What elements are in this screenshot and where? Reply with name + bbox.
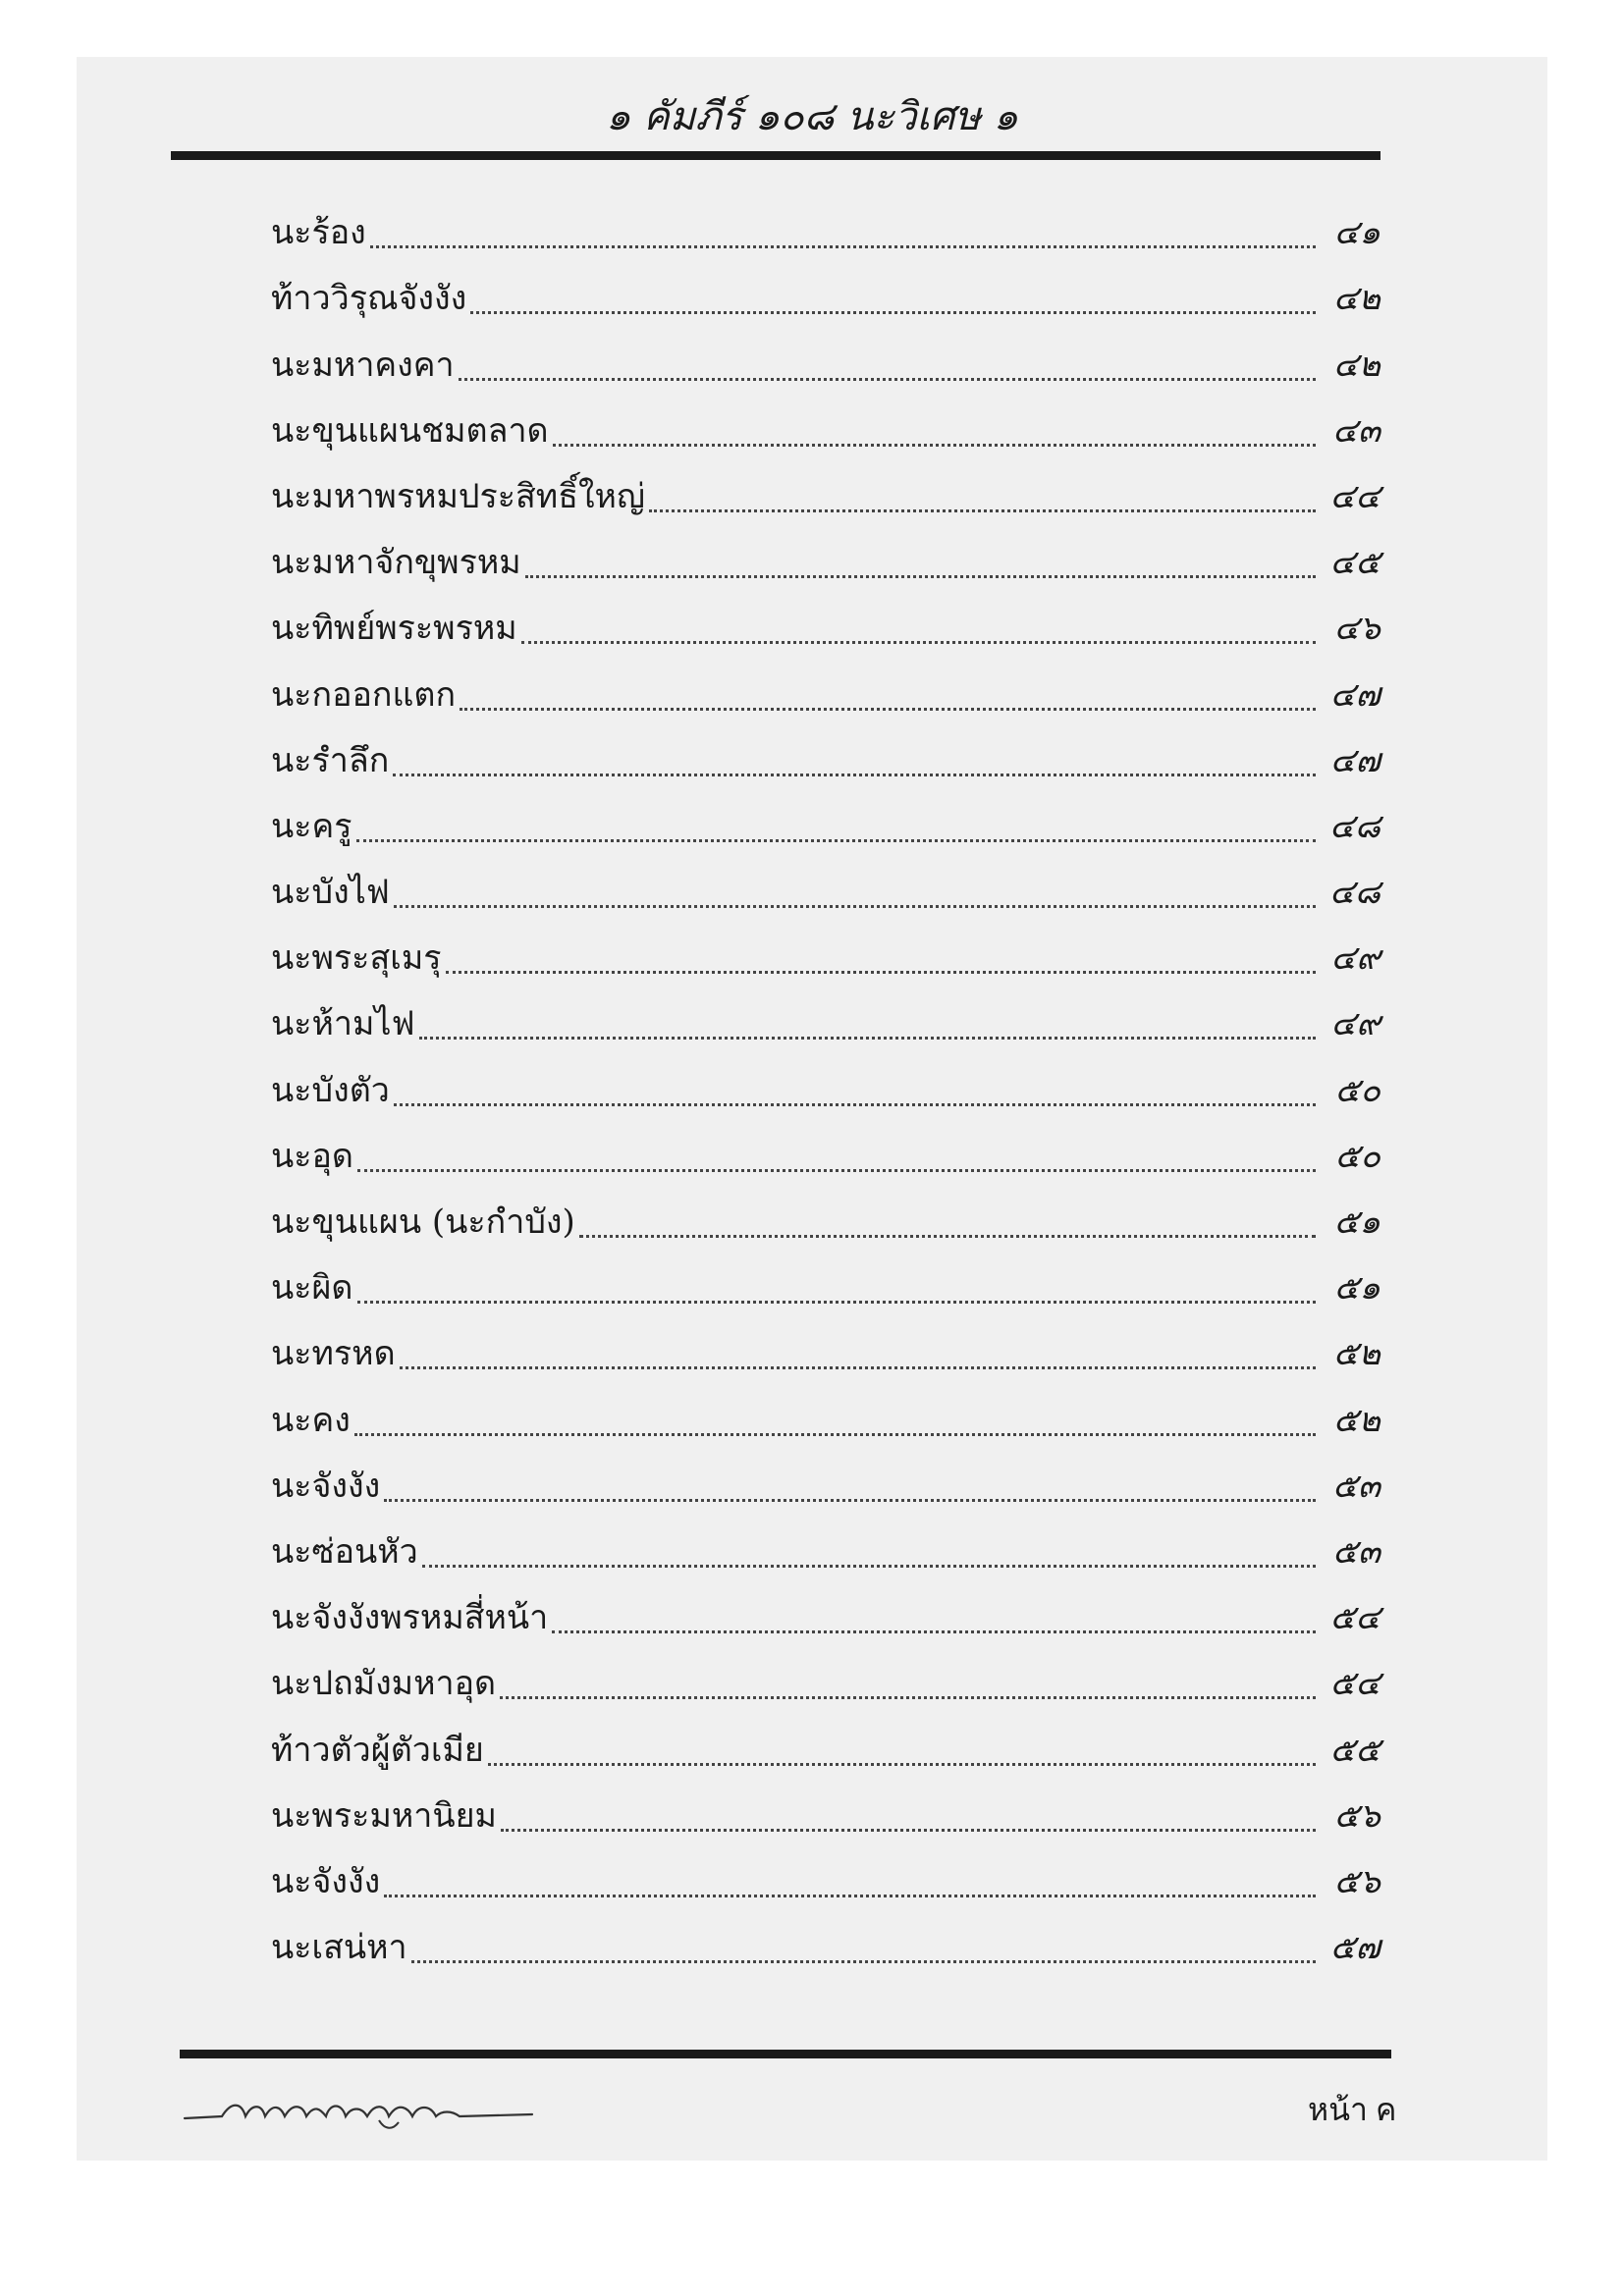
dot-leader	[370, 245, 1316, 248]
toc-entry-title: นะทิพย์พระพรหม	[271, 609, 517, 649]
toc-entry	[271, 324, 1380, 390]
toc-entry-title: นะขุนแผนชมตลาด	[271, 410, 549, 451]
toc-entry	[271, 1512, 1380, 1577]
toc-entry	[271, 1116, 1380, 1182]
toc-entry	[271, 391, 1380, 456]
toc-entry-page: ๔๙	[1330, 938, 1380, 979]
toc-entry-page: ๔๙	[1330, 1004, 1380, 1044]
dot-leader	[400, 1366, 1316, 1369]
dot-leader	[470, 311, 1316, 314]
toc-entry-title: นะผิด	[271, 1268, 353, 1308]
dot-leader	[356, 839, 1316, 842]
toc-entry-title: นะจังงัง	[271, 1466, 381, 1506]
dot-leader	[393, 774, 1316, 776]
toc-entry-title: นะจังงัง	[271, 1861, 381, 1901]
toc-entry	[271, 918, 1380, 984]
toc-entry-page: ๕๖	[1333, 1795, 1380, 1836]
toc-entry-page: ๕๕	[1329, 1730, 1380, 1770]
toc-entry-page: ๔๒	[1332, 279, 1380, 319]
dot-leader	[553, 444, 1316, 447]
toc-entry	[271, 192, 1380, 258]
toc-entry-page: ๕๒	[1332, 1400, 1380, 1440]
dot-leader	[525, 575, 1316, 578]
toc-entry-title: นะอุด	[271, 1136, 354, 1176]
dot-leader	[460, 708, 1316, 711]
toc-entry	[271, 1776, 1380, 1842]
toc-entry-title: นะคง	[271, 1400, 351, 1440]
toc-entry-page: ๕๐	[1334, 1070, 1380, 1110]
dot-leader	[459, 378, 1316, 381]
toc-entry	[271, 1577, 1380, 1643]
dot-leader	[500, 1696, 1316, 1699]
dot-leader	[357, 1301, 1316, 1304]
toc-entry-page: ๔๓	[1332, 410, 1380, 451]
page-number-label: หน้า	[1308, 2091, 1368, 2128]
dot-leader	[488, 1763, 1316, 1766]
toc-entry-title: นะรำลึก	[271, 740, 390, 780]
toc-entry-title: ท้าวตัวผู้ตัวเมีย	[271, 1730, 484, 1770]
signature-icon	[183, 2081, 536, 2140]
toc-entry-page: ๕๗	[1329, 1928, 1380, 1968]
toc-entry	[271, 654, 1380, 720]
toc-entry	[271, 1842, 1380, 1907]
toc-entry-title: นะขุนแผน (นะกำบัง)	[271, 1202, 575, 1242]
dot-leader	[357, 1169, 1316, 1172]
dot-leader	[394, 905, 1316, 908]
toc-entry-page: ๕๓	[1332, 1466, 1380, 1506]
table-of-contents	[271, 192, 1380, 1973]
toc-entry-page: ๕๖	[1333, 1861, 1380, 1901]
toc-entry-title: นะบังไฟ	[271, 873, 390, 913]
toc-entry	[271, 1907, 1380, 1973]
toc-entry-page: ๕๑	[1333, 1202, 1380, 1242]
toc-entry-title: นะมหาจักขุพรหม	[271, 543, 521, 583]
toc-entry-title: นะมหาพรหมประสิทธิ์ใหญ่	[271, 476, 645, 516]
dot-leader	[384, 1895, 1316, 1897]
toc-entry-title: นะมหาคงคา	[271, 345, 455, 385]
dot-leader	[446, 971, 1317, 974]
toc-entry-page: ๔๘	[1329, 806, 1380, 846]
toc-entry-page: ๕๐	[1334, 1136, 1380, 1176]
toc-entry-page: ๔๑	[1333, 213, 1380, 253]
dot-leader	[419, 1037, 1316, 1040]
toc-entry	[271, 786, 1380, 852]
toc-entry	[271, 1643, 1380, 1709]
toc-entry-title: ท้าววิรุณจังงัง	[271, 279, 467, 319]
toc-entry-title: นะครู	[271, 806, 352, 846]
toc-entry	[271, 522, 1380, 588]
dot-leader	[354, 1433, 1316, 1436]
page-number-value: ค	[1375, 2091, 1397, 2128]
toc-entry	[271, 852, 1380, 918]
toc-entry-title: นะซ่อนหัว	[271, 1531, 418, 1572]
toc-entry-page: ๕๔	[1329, 1598, 1380, 1638]
toc-entry-title: นะพระสุเมรุ	[271, 938, 442, 979]
dot-leader	[579, 1235, 1316, 1238]
toc-entry-title: นะพระมหานิยม	[271, 1795, 497, 1836]
toc-entry-page: ๔๘	[1329, 873, 1380, 913]
toc-entry	[271, 1446, 1380, 1512]
toc-entry-title: นะบังตัว	[271, 1070, 390, 1110]
toc-entry	[271, 1049, 1380, 1115]
toc-entry	[271, 1313, 1380, 1379]
toc-entry	[271, 721, 1380, 786]
toc-entry-page: ๕๓	[1332, 1531, 1380, 1572]
toc-entry-title: นะทรหด	[271, 1334, 396, 1374]
toc-entry-title: นะกออกแตก	[271, 674, 457, 715]
toc-entry-title: นะปถมังมหาอุด	[271, 1664, 497, 1704]
dot-leader	[501, 1829, 1316, 1832]
toc-entry-page: ๔๗	[1329, 740, 1380, 780]
dot-leader	[552, 1630, 1316, 1633]
page-header-title: ๑ คัมภีร์ ๑๐๘ นะวิเศษ ๑	[606, 94, 1018, 139]
toc-entry-page: ๕๑	[1333, 1268, 1380, 1308]
toc-entry-page: ๕๔	[1329, 1664, 1380, 1704]
dot-leader	[649, 509, 1316, 512]
toc-entry-title: นะห้ามไฟ	[271, 1004, 415, 1044]
dot-leader	[394, 1103, 1316, 1106]
toc-entry-page: ๔๕	[1329, 543, 1380, 583]
toc-entry	[271, 258, 1380, 324]
toc-entry	[271, 1182, 1380, 1248]
toc-entry	[271, 1379, 1380, 1445]
toc-entry-page: ๕๒	[1332, 1334, 1380, 1374]
toc-entry	[271, 1709, 1380, 1775]
toc-entry-title: นะเสน่หา	[271, 1928, 407, 1968]
toc-entry-page: ๔๔	[1329, 476, 1380, 516]
toc-entry	[271, 456, 1380, 522]
toc-entry-page: ๔๒	[1332, 345, 1380, 385]
toc-entry	[271, 1248, 1380, 1313]
dot-leader	[422, 1565, 1316, 1568]
page-number	[1308, 2085, 1396, 2135]
footer-rule	[180, 2050, 1391, 2058]
dot-leader	[521, 641, 1316, 644]
dot-leader	[411, 1960, 1316, 1963]
toc-entry-title: นะจังงังพรหมสี่หน้า	[271, 1598, 549, 1638]
toc-entry-title: นะร้อง	[271, 213, 366, 253]
toc-entry	[271, 588, 1380, 654]
toc-entry-page: ๔๖	[1333, 609, 1380, 649]
header-rule	[171, 151, 1380, 160]
toc-entry	[271, 984, 1380, 1049]
toc-entry-page: ๔๗	[1329, 674, 1380, 715]
dot-leader	[384, 1499, 1316, 1502]
